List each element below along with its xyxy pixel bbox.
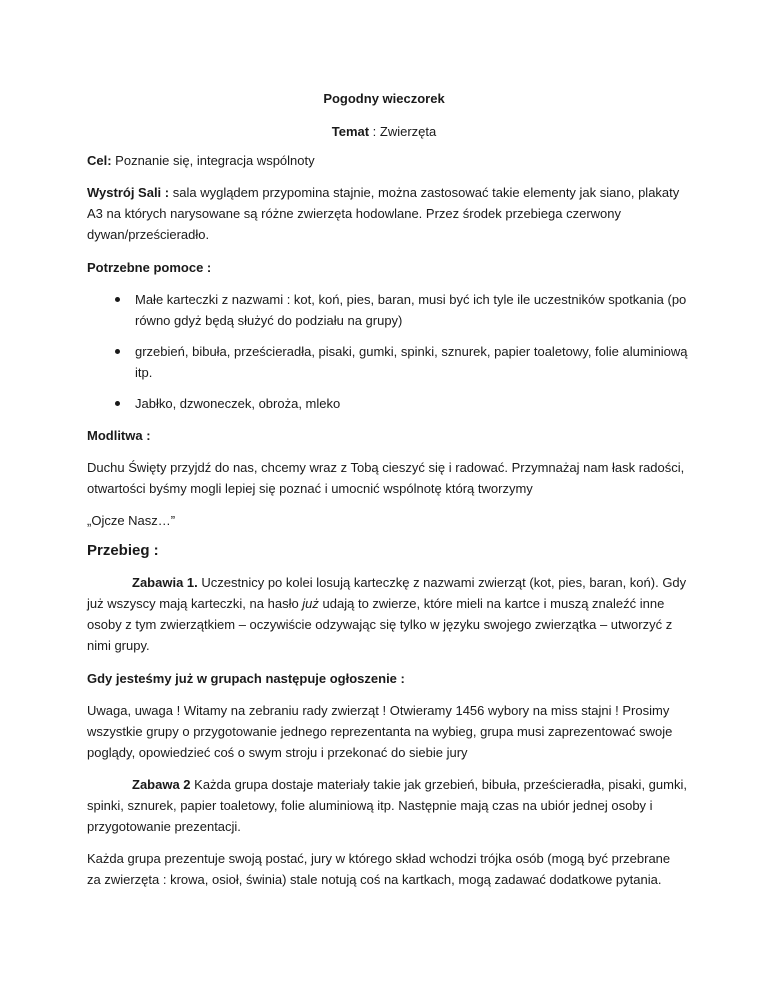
game1-label: Zabawia 1. — [132, 575, 198, 590]
goal-value: Poznanie się, integracja wspólnoty — [111, 153, 315, 168]
game2-text: Każda grupa dostaje materiały takie jak grzebień, bibuła, prześcieradła, pisaki, gumki, spinki, sznurek, papier toaletowy, folie aluminiową itp. Następnie mają czas na ubiór jednej osoby i przygotowanie prezentacji. — [87, 777, 687, 834]
game1-text-b: udają to zwierze, które mieli na kartce i muszą znaleźć inne osoby z tym zwierzątkiem – oczywiście odzywając się tylko w języku swojego zwierzątka – utworzyć z nimi grupy. — [87, 596, 673, 653]
prayer-text: Duchu Święty przyjdź do nas, chcemy wraz z Tobą cieszyć się i radować. Przymnażaj nam łask radości, otwartości byśmy mogli lepiej się poznać i umocnić wspólnotę którą tworzymy — [87, 460, 685, 496]
game1-italic: już — [302, 596, 319, 611]
bullet-icon — [115, 297, 120, 302]
prayer-heading-text: Modlitwa : — [87, 428, 151, 443]
prayer-quote: „Ojcze Nasz…” — [87, 513, 176, 528]
title-text: Pogodny wieczorek — [323, 91, 445, 106]
goal-line — [87, 150, 687, 171]
goal-label: Cel: — [87, 153, 112, 168]
list-item-text: Jabłko, dzwoneczek, obroża, mleko — [135, 396, 341, 411]
document-title — [0, 88, 768, 109]
game2-label: Zabawa 2 — [132, 777, 191, 792]
decor-label: Wystrój Sali : — [87, 185, 170, 200]
materials-heading — [87, 257, 687, 278]
announcement-text: Uwaga, uwaga ! Witamy na zebraniu rady zwierząt ! Otwieramy 1456 wybory na miss stajni ! Prosimy wszystkie grupy o przygotowanie jednego reprezentanta na wybieg, grupa musi zaprezentować swoje poglądy, opowiedzieć coś o swym stroju i przekonać do siebie jury — [87, 703, 673, 760]
announcement-heading-text: Gdy jesteśmy już w grupach następuje ogłoszenie : — [87, 671, 405, 686]
prayer-heading — [87, 425, 687, 446]
decor-value: sala wyglądem przypomina stajnie, można zastosować takie elementy jak siano, plakaty A3 na których narysowane są różne zwierzęta hodowlane. Przez środek przebiega czerwony dywan/prześcieradło. — [87, 185, 680, 242]
topic-label: Temat — [331, 124, 370, 139]
announcement-heading — [87, 668, 687, 689]
course-heading: Przebieg : — [87, 542, 159, 559]
game2-paragraph — [87, 774, 687, 837]
bullet-icon — [115, 401, 120, 406]
topic-line — [0, 121, 768, 142]
decor-paragraph — [87, 182, 687, 245]
bullet-icon — [115, 349, 120, 354]
closing-paragraph: Każda grupa prezentuje swoją postać, jury w którego skład wchodzi trójka osób (mogą być przebrane za zwierzęta : krowa, osioł, świnia) stale notują coś na kartkach, mogą zadawać dodatkowe pytania. — [87, 851, 671, 887]
list-item-text: grzebień, bibuła, prześcieradła, pisaki, gumki, spinki, sznurek, papier toaletowy, folie aluminiową itp. — [135, 344, 688, 380]
list-item-text: Małe karteczki z nazwami : kot, koń, pies, baran, musi być ich tyle ile uczestników spotkania (po równo gdyż będą służyć do podziału na grupy) — [135, 292, 687, 328]
game1-paragraph — [87, 572, 687, 656]
game1-text-a: Uczestnicy po kolei losują karteczkę z nazwami zwierząt (kot, pies, baran, koń). Gdy już wszyscy mają karteczki, na hasło — [87, 575, 687, 611]
topic-value: Zwierzęta — [379, 124, 437, 139]
topic-separator: : — [369, 124, 380, 139]
materials-heading-text: Potrzebne pomoce : — [87, 260, 212, 275]
